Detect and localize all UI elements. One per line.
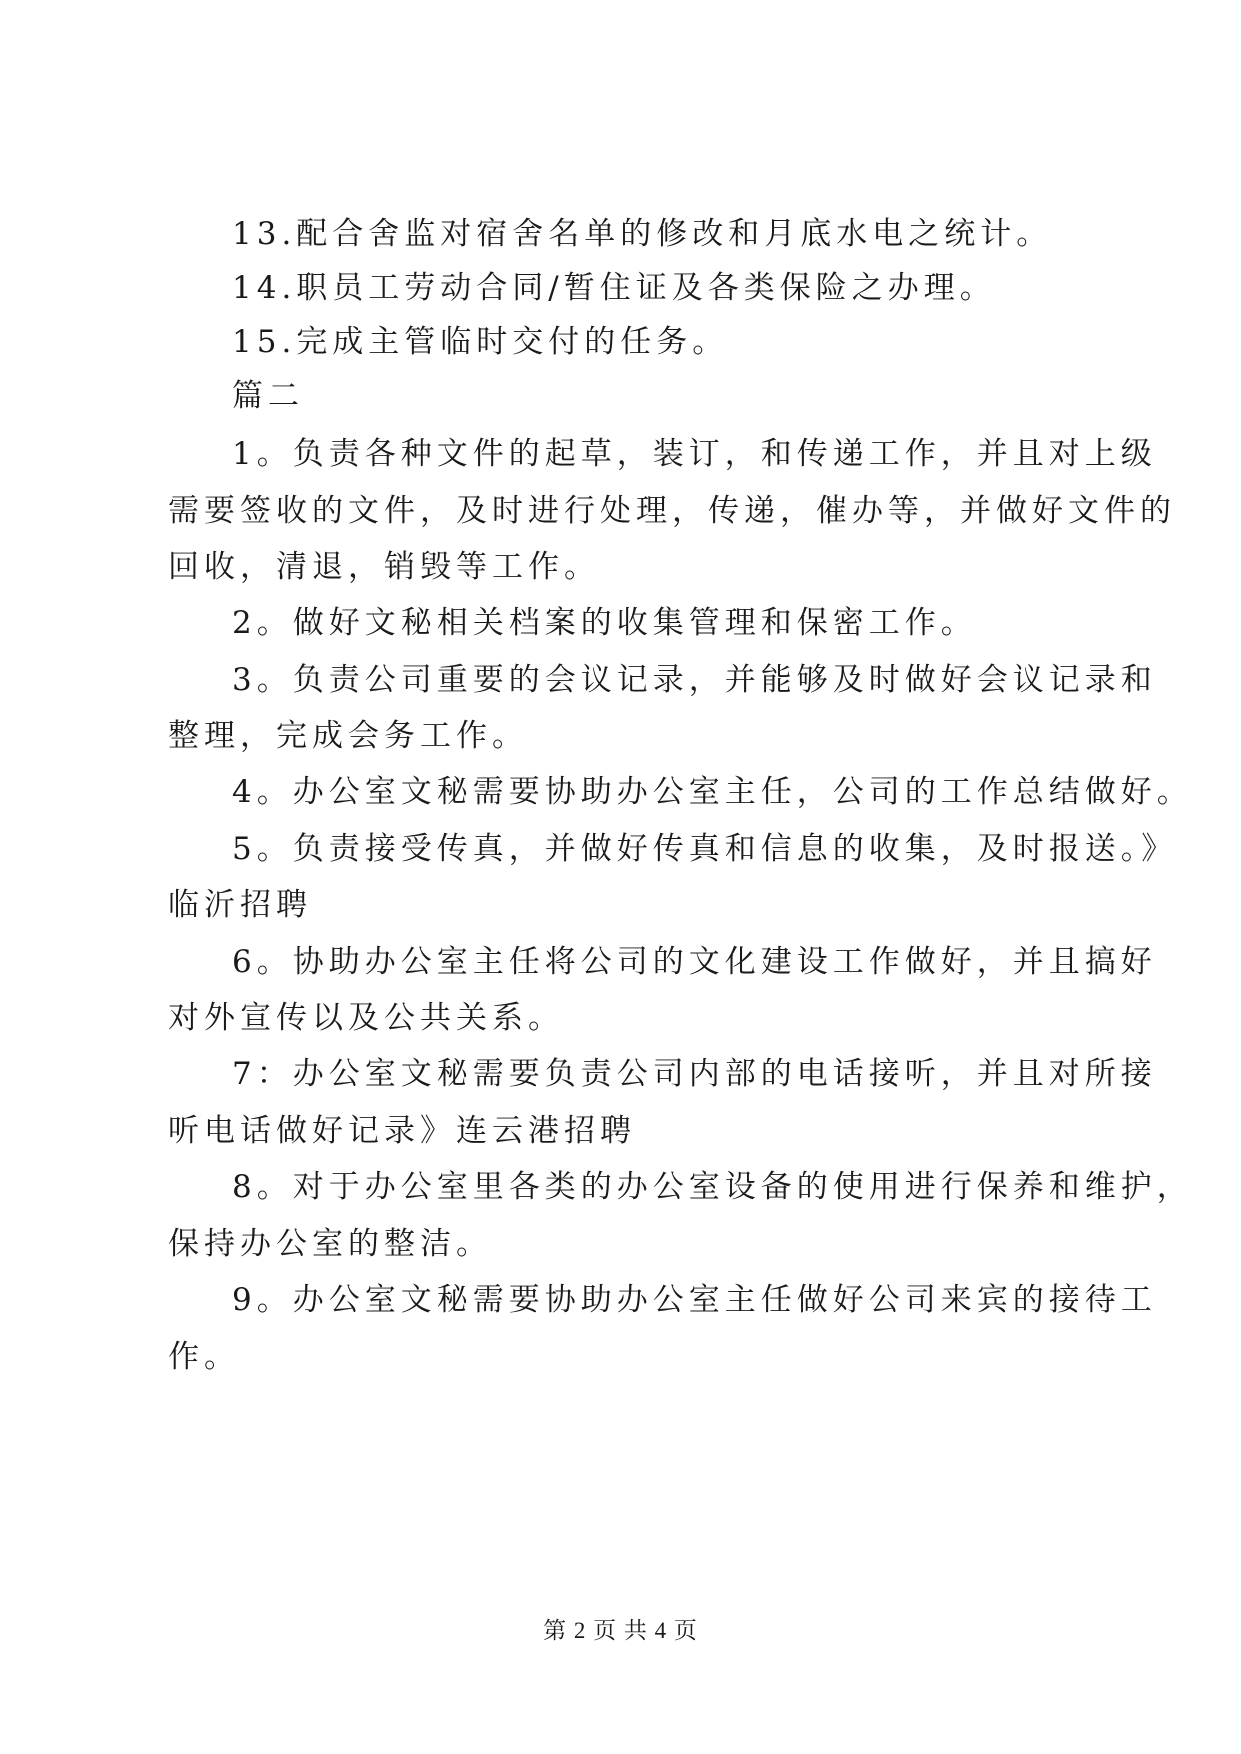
text-line: 6。协助办公室主任将公司的文化建设工作做好，并且搞好	[232, 944, 1157, 980]
section-heading: 篇二	[232, 378, 304, 414]
text-line: 对外宣传以及公共关系。	[168, 1000, 564, 1036]
text-line: 保持办公室的整洁。	[168, 1226, 492, 1262]
text-line: 14.职员工劳动合同/暂住证及各类保险之办理。	[232, 270, 996, 306]
text-line: 13.配合舍监对宿舍名单的修改和月底水电之统计。	[232, 216, 1053, 252]
page-number-footer: 第 2 页 共 4 页	[543, 1618, 698, 1643]
text-line: 15.完成主管临时交付的任务。	[232, 324, 729, 360]
text-line: 1。负责各种文件的起草，装订，和传递工作，并且对上级	[232, 436, 1157, 472]
text-line: 作。	[168, 1339, 240, 1375]
text-line: 5。负责接受传真，并做好传真和信息的收集，及时报送。》	[232, 831, 1178, 867]
text-line: 3。负责公司重要的会议记录，并能够及时做好会议记录和	[232, 662, 1157, 698]
text-line: 4。办公室文秘需要协助办公室主任，公司的工作总结做好。	[232, 774, 1193, 810]
text-line: 临沂招聘	[168, 887, 312, 923]
text-line: 需要签收的文件，及时进行处理，传递，催办等，并做好文件的	[168, 493, 1176, 529]
text-line: 7：办公室文秘需要负责公司内部的电话接听，并且对所接	[232, 1056, 1157, 1092]
text-line: 8。对于办公室里各类的办公室设备的使用进行保养和维护，	[232, 1169, 1193, 1205]
text-line: 9。办公室文秘需要协助办公室主任做好公司来宾的接待工	[232, 1282, 1157, 1318]
text-line: 整理，完成会务工作。	[168, 718, 528, 754]
text-line: 听电话做好记录》连云港招聘	[168, 1113, 636, 1149]
text-line: 回收，清退，销毁等工作。	[168, 549, 600, 585]
text-line: 2。做好文秘相关档案的收集管理和保密工作。	[232, 605, 977, 641]
